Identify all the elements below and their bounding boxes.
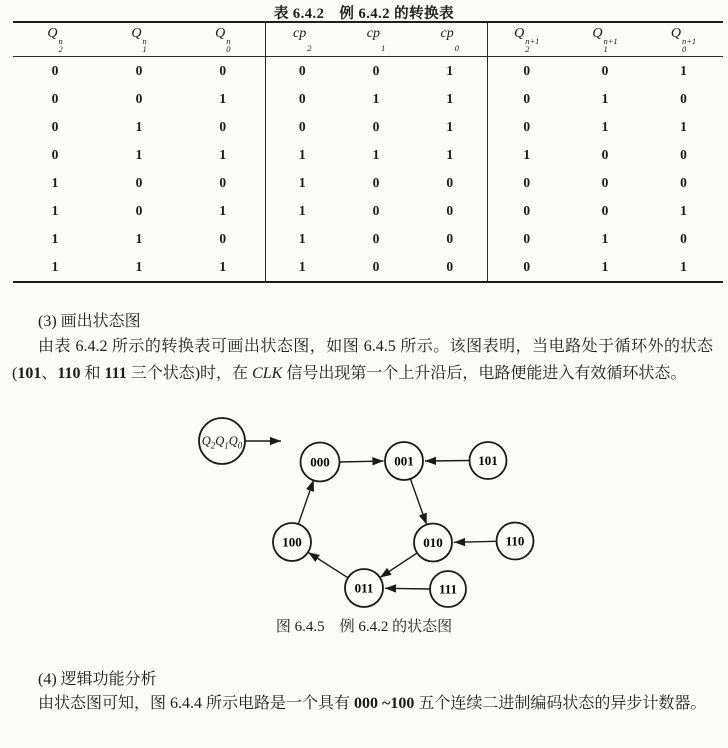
table-cell: 0 bbox=[372, 259, 380, 274]
table-cell: 1 bbox=[219, 91, 227, 106]
table-cell: 1 bbox=[601, 91, 609, 106]
figure-caption: 图 6.4.5 例 6.4.2 的状态图 bbox=[275, 619, 453, 635]
state-label-101: 101 bbox=[478, 453, 498, 468]
table-cell: 1 bbox=[487, 141, 566, 169]
column-header: cp 0 bbox=[440, 26, 459, 54]
table-cell: 0 bbox=[680, 231, 687, 246]
table-cell: 1 bbox=[601, 259, 609, 274]
table-cell: 0 bbox=[680, 91, 687, 106]
table-cell: 1 bbox=[265, 169, 339, 197]
table-cell: 0 bbox=[135, 175, 143, 190]
table-cell: 0 bbox=[601, 203, 609, 218]
text-segment: 、 bbox=[41, 365, 58, 382]
transition-100-000 bbox=[298, 480, 313, 524]
section4-heading: (4) 逻辑功能分析 bbox=[38, 671, 157, 688]
var-sub: 1 bbox=[224, 440, 229, 451]
transition-table bbox=[13, 21, 723, 283]
var-sub: 2 bbox=[210, 440, 216, 451]
state-range-000-100: 000 ~100 bbox=[354, 695, 415, 712]
table-cell: 0 bbox=[446, 203, 454, 218]
text-segment: 由状态图可知，图 6.4.4 所示电路是一个具有 bbox=[38, 695, 355, 712]
table-cell: 0 bbox=[446, 231, 454, 246]
state-diagram bbox=[150, 413, 570, 615]
table-cell: 0 bbox=[51, 119, 59, 134]
table-cell: 0 bbox=[372, 119, 380, 134]
transition-110-010 bbox=[454, 541, 497, 542]
column-header: cp 1 bbox=[366, 26, 386, 54]
table-cell: 1 bbox=[446, 63, 454, 78]
transition-111-011 bbox=[385, 588, 430, 589]
column-header: Q n 2 bbox=[47, 25, 63, 54]
table-row bbox=[13, 253, 723, 282]
table-row bbox=[13, 85, 723, 113]
state-code-111: 111 bbox=[104, 365, 127, 382]
table-cell: 0 bbox=[601, 175, 609, 190]
transition-000-001 bbox=[340, 461, 384, 462]
state-label-111: 111 bbox=[438, 581, 458, 597]
table-cell: 0 bbox=[487, 169, 566, 197]
column-header: Q n+1 2 bbox=[487, 22, 566, 57]
table-cell: 1 bbox=[601, 231, 609, 246]
column-header: Q n 0 bbox=[215, 25, 231, 54]
table-cell: 1 bbox=[680, 119, 687, 134]
var-q: Q bbox=[228, 434, 238, 448]
transition-011-100 bbox=[308, 552, 348, 577]
table-row bbox=[13, 169, 723, 197]
table-cell: 1 bbox=[51, 231, 59, 246]
table-row bbox=[13, 197, 723, 225]
table-cell: 1 bbox=[265, 197, 339, 225]
table-row bbox=[13, 57, 723, 86]
table-cell: 1 bbox=[265, 141, 339, 169]
column-header: cp 2 bbox=[265, 22, 339, 57]
table-row bbox=[13, 225, 723, 253]
table-cell: 1 bbox=[219, 147, 227, 162]
table-cell: 0 bbox=[51, 147, 59, 162]
table-cell: 0 bbox=[219, 175, 227, 190]
table-cell: 0 bbox=[601, 147, 609, 162]
table-cell: 1 bbox=[265, 225, 339, 253]
state-code-101: 101 bbox=[17, 365, 42, 382]
table-cell: 1 bbox=[680, 63, 687, 78]
table-cell: 0 bbox=[680, 175, 687, 190]
section3-paragraph bbox=[12, 333, 713, 387]
state-label-010: 010 bbox=[423, 535, 443, 550]
state-code-110: 110 bbox=[57, 365, 81, 382]
table-cell: 0 bbox=[487, 57, 566, 86]
table-cell: 0 bbox=[265, 113, 339, 141]
table-cell: 0 bbox=[372, 203, 380, 218]
table-cell: 1 bbox=[680, 259, 687, 274]
table-cell: 1 bbox=[135, 259, 143, 274]
state-label-110: 110 bbox=[505, 533, 525, 549]
text-segment: 三个状态)时，在 bbox=[126, 365, 253, 382]
table-cell: 1 bbox=[372, 147, 380, 162]
table-cell: 0 bbox=[135, 203, 143, 218]
text-segment: 由表 6.4.2 所示的转换表可画出状态图，如图 6.4.5 所示。该图表明，当电路处于循环外的状态( bbox=[12, 338, 713, 382]
table-cell: 1 bbox=[680, 203, 687, 218]
table-cell: 1 bbox=[51, 259, 59, 274]
table-header-row bbox=[13, 22, 723, 57]
table-cell: 0 bbox=[219, 119, 227, 134]
table-cell: 1 bbox=[219, 203, 227, 218]
transition-101-001 bbox=[425, 461, 470, 462]
table-cell: 1 bbox=[135, 231, 143, 246]
table-cell: 0 bbox=[372, 175, 380, 190]
table-cell: 1 bbox=[265, 253, 339, 282]
table-cell: 0 bbox=[135, 91, 143, 106]
table-row bbox=[13, 141, 723, 169]
var-sub: 0 bbox=[237, 440, 243, 451]
table-cell: 0 bbox=[601, 63, 609, 78]
table-cell: 0 bbox=[446, 175, 454, 190]
table-cell: 0 bbox=[487, 225, 566, 253]
table-title: 表 6.4.2 例 6.4.2 的转换表 bbox=[273, 6, 455, 22]
table-cell: 1 bbox=[446, 119, 454, 134]
table-row bbox=[13, 113, 723, 141]
text-segment: 信号出现第一个上升沿后，电路便能进入有效循环状态。 bbox=[282, 365, 687, 382]
table-cell: 0 bbox=[135, 63, 143, 78]
state-label-000: 000 bbox=[310, 454, 330, 470]
table-cell: 1 bbox=[372, 91, 380, 106]
clk-signal-name: CLK bbox=[252, 365, 283, 382]
column-header: Q n+1 0 bbox=[670, 25, 697, 54]
column-header: Q n 1 bbox=[131, 25, 147, 54]
table-cell: 0 bbox=[51, 63, 59, 78]
table-cell: 0 bbox=[487, 253, 566, 282]
table-cell: 0 bbox=[487, 197, 566, 225]
column-header: Q n+1 1 bbox=[592, 25, 618, 54]
table-cell: 0 bbox=[487, 85, 566, 113]
table-cell: 1 bbox=[601, 119, 609, 134]
text-segment: 和 bbox=[80, 365, 105, 382]
table-cell: 0 bbox=[219, 231, 227, 246]
state-label-011: 011 bbox=[354, 580, 374, 596]
table-cell: 0 bbox=[265, 85, 339, 113]
transition-010-011 bbox=[380, 553, 417, 578]
table-cell: 1 bbox=[446, 147, 454, 162]
table-cell: 0 bbox=[680, 147, 687, 162]
table-cell: 0 bbox=[446, 259, 454, 274]
table-cell: 0 bbox=[487, 113, 566, 141]
table-cell: 0 bbox=[219, 63, 227, 78]
table-cell: 0 bbox=[51, 91, 59, 106]
state-label-100: 100 bbox=[282, 534, 302, 550]
state-label-001: 001 bbox=[394, 453, 414, 469]
table-cell: 0 bbox=[372, 63, 380, 78]
table-cell: 1 bbox=[51, 175, 59, 190]
table-cell: 1 bbox=[135, 119, 143, 134]
table-cell: 0 bbox=[265, 57, 339, 86]
table-cell: 0 bbox=[372, 231, 380, 246]
table-cell: 1 bbox=[219, 259, 227, 274]
section4-paragraph bbox=[12, 690, 713, 717]
table-cell: 1 bbox=[446, 91, 454, 106]
var-q: Q bbox=[201, 434, 211, 448]
text-segment: 五个连续二进制编码状态的异步计数器。 bbox=[414, 695, 707, 712]
table-cell: 1 bbox=[135, 147, 143, 162]
legend-variables-label bbox=[188, 432, 256, 450]
table-cell: 1 bbox=[51, 203, 59, 218]
var-q: Q bbox=[215, 434, 225, 448]
transition-001-010 bbox=[410, 479, 426, 525]
section3-heading: (3) 画出状态图 bbox=[38, 313, 141, 330]
